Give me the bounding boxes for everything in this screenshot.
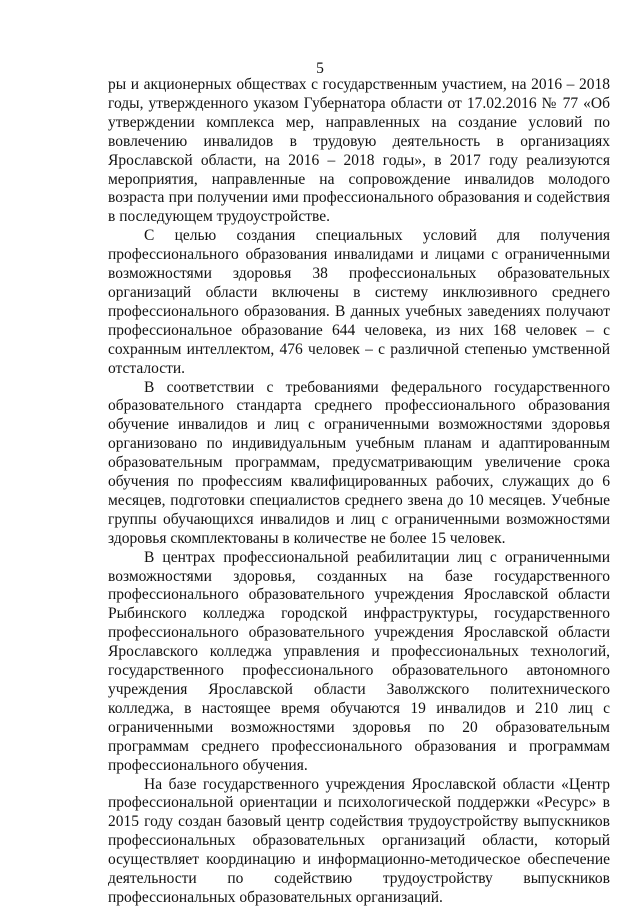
- page-number: 5: [316, 60, 324, 77]
- paragraph-5: На базе государственного учреждения Ярославской области «Центр профессиональной ориентации и психологической поддержки «Ресурс» в 2015 году создан базовый центр содействия трудоустройству выпускников профессиональных образовательных организаций области, который осуществляет координацию и информационно-методическое обеспечение деятельности по содействию трудоустройству выпускников профессиональных образовательных организаций.: [108, 775, 610, 906]
- paragraph-1: ры и акционерных обществах с государственным участием, на 2016 – 2018 годы, утвержденного указом Губернатора области от 17.02.2016 № 77 «Об утверждении комплекса мер, направленных на создание условий по вовлечению инвалидов в трудовую деятельность в организациях Ярославской области, на 2016 – 2018 годы», в 2017 году реализуются мероприятия, направленные на сопровождение инвалидов молодого возраста при получении ими профессионального образования и содействия в последующем трудоустройстве.: [108, 76, 610, 226]
- paragraph-3: В соответствии с требованиями федерального государственного образовательного стандарта среднего профессионального образования обучение инвалидов и лиц с ограниченными возможностями здоровья организовано по индивидуальным учебным планам и адаптированным образовательным программам, предусматривающим увеличение срока обучения по профессиям квалифицированных рабочих, служащих до 6 месяцев, подготовки специалистов среднего звена до 10 месяцев. Учебные группы обучающихся инвалидов и лиц с ограниченными возможностями здоровья скомплектованы в количестве не более 15 человек.: [108, 378, 610, 547]
- paragraph-2: С целью создания специальных условий для получения профессионального образования инвалидами и лицами с ограниченными возможностями здоровья 38 профессиональных образовательных организаций области включены в систему инклюзивного среднего профессионального образования. В данных учебных заведениях получают профессиональное образование 644 человека, из них 168 человек – с сохранным интеллектом, 476 человек – с различной степенью умственной отсталости.: [108, 227, 610, 377]
- paragraph-4: В центрах профессиональной реабилитации лиц с ограниченными возможностями здоровья, созданных на базе государственного профессионального образовательного учреждения Ярославской области Рыбинского колледжа городской инфраструктуры, государственного профессионального образовательного учреждения Ярославской области Ярославского колледжа управления и профессиональных технологий, государственного профессионального образовательного автономного учреждения Ярославской области Заволжского политехнического колледжа, в настоящее время обучаются 19 инвалидов и 210 лиц с ограниченными возможностями здоровья по 20 образовательным программам среднего профессионального образования и программам профессионального обучения.: [108, 548, 610, 774]
- document-body: [108, 76, 610, 908]
